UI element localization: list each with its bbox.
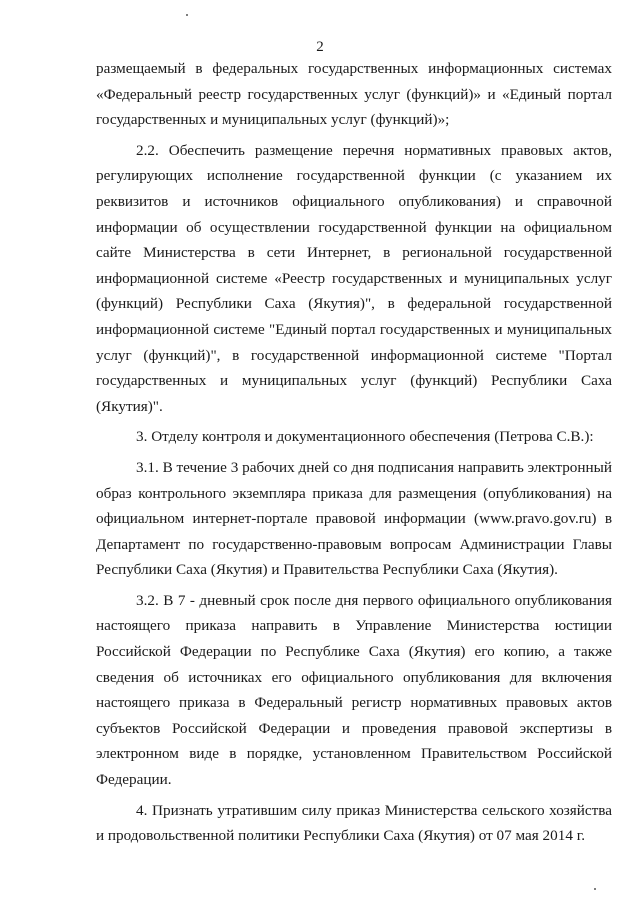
paragraph-4: 4. Признать утратившим силу приказ Министерства сельского хозяйства и продовольственной политики Республики Саха (Якутия) от 07 мая 2014 г. — [96, 801, 612, 845]
paragraph-2-2: 2.2. Обеспечить размещение перечня нормативных правовых актов, регулирующих исполнение государственной функции (с указанием их реквизитов и источников официального опубликования) и справочной информации об осуществлении государственной функции на официальном сайте Министерства в сети Интернет, в региональной государственной информационной системе «Реестр государственных и муниципальных услуг (функций) Республики Саха (Якутия)", в федеральной государственной информационной системе "Единый портал государственных и муниципальных услуг (функций)", в государственной информационной системе "Портал государственных и муниципальных услуг (функций) Республики Саха (Якутия)". — [96, 141, 612, 415]
document-body — [96, 56, 612, 849]
scan-speck — [186, 14, 188, 16]
paragraph-continuation: размещаемый в федеральных государственных информационных системах «Федеральный реестр государственных услуг (функций)» и «Единый портал государственных и муниципальных услуг (функций)»; — [96, 60, 612, 129]
paragraph-3-1: 3.1. В течение 3 рабочих дней со дня подписания направить электронный образ контрольного экземпляра приказа для размещения (опубликования) на официальном интернет-портале правовой информации (www.pravo.gov.ru) в Департамент по государственно-правовым вопросам Администрации Главы Республики Саха (Якутия) и Правительства Республики Саха (Якутия). — [96, 458, 612, 579]
paragraph-3: 3. Отделу контроля и документационного обеспечения (Петрова С.В.): — [136, 428, 594, 446]
scan-speck — [594, 888, 596, 890]
paragraph-3-2: 3.2. В 7 - дневный срок после дня первого официального опубликования настоящего приказа направить в Управление Министерства юстиции Российской Федерации по Республике Саха (Якутия) его копию, а также сведения об источниках его официального опубликования для включения настоящего приказа в Федеральный регистр нормативных правовых актов субъектов Российской Федерации и проведения правовой экспертизы в электронном виде в порядке, установленном Правительством Российской Федерации. — [96, 591, 612, 789]
page-number: 2 — [316, 39, 324, 55]
